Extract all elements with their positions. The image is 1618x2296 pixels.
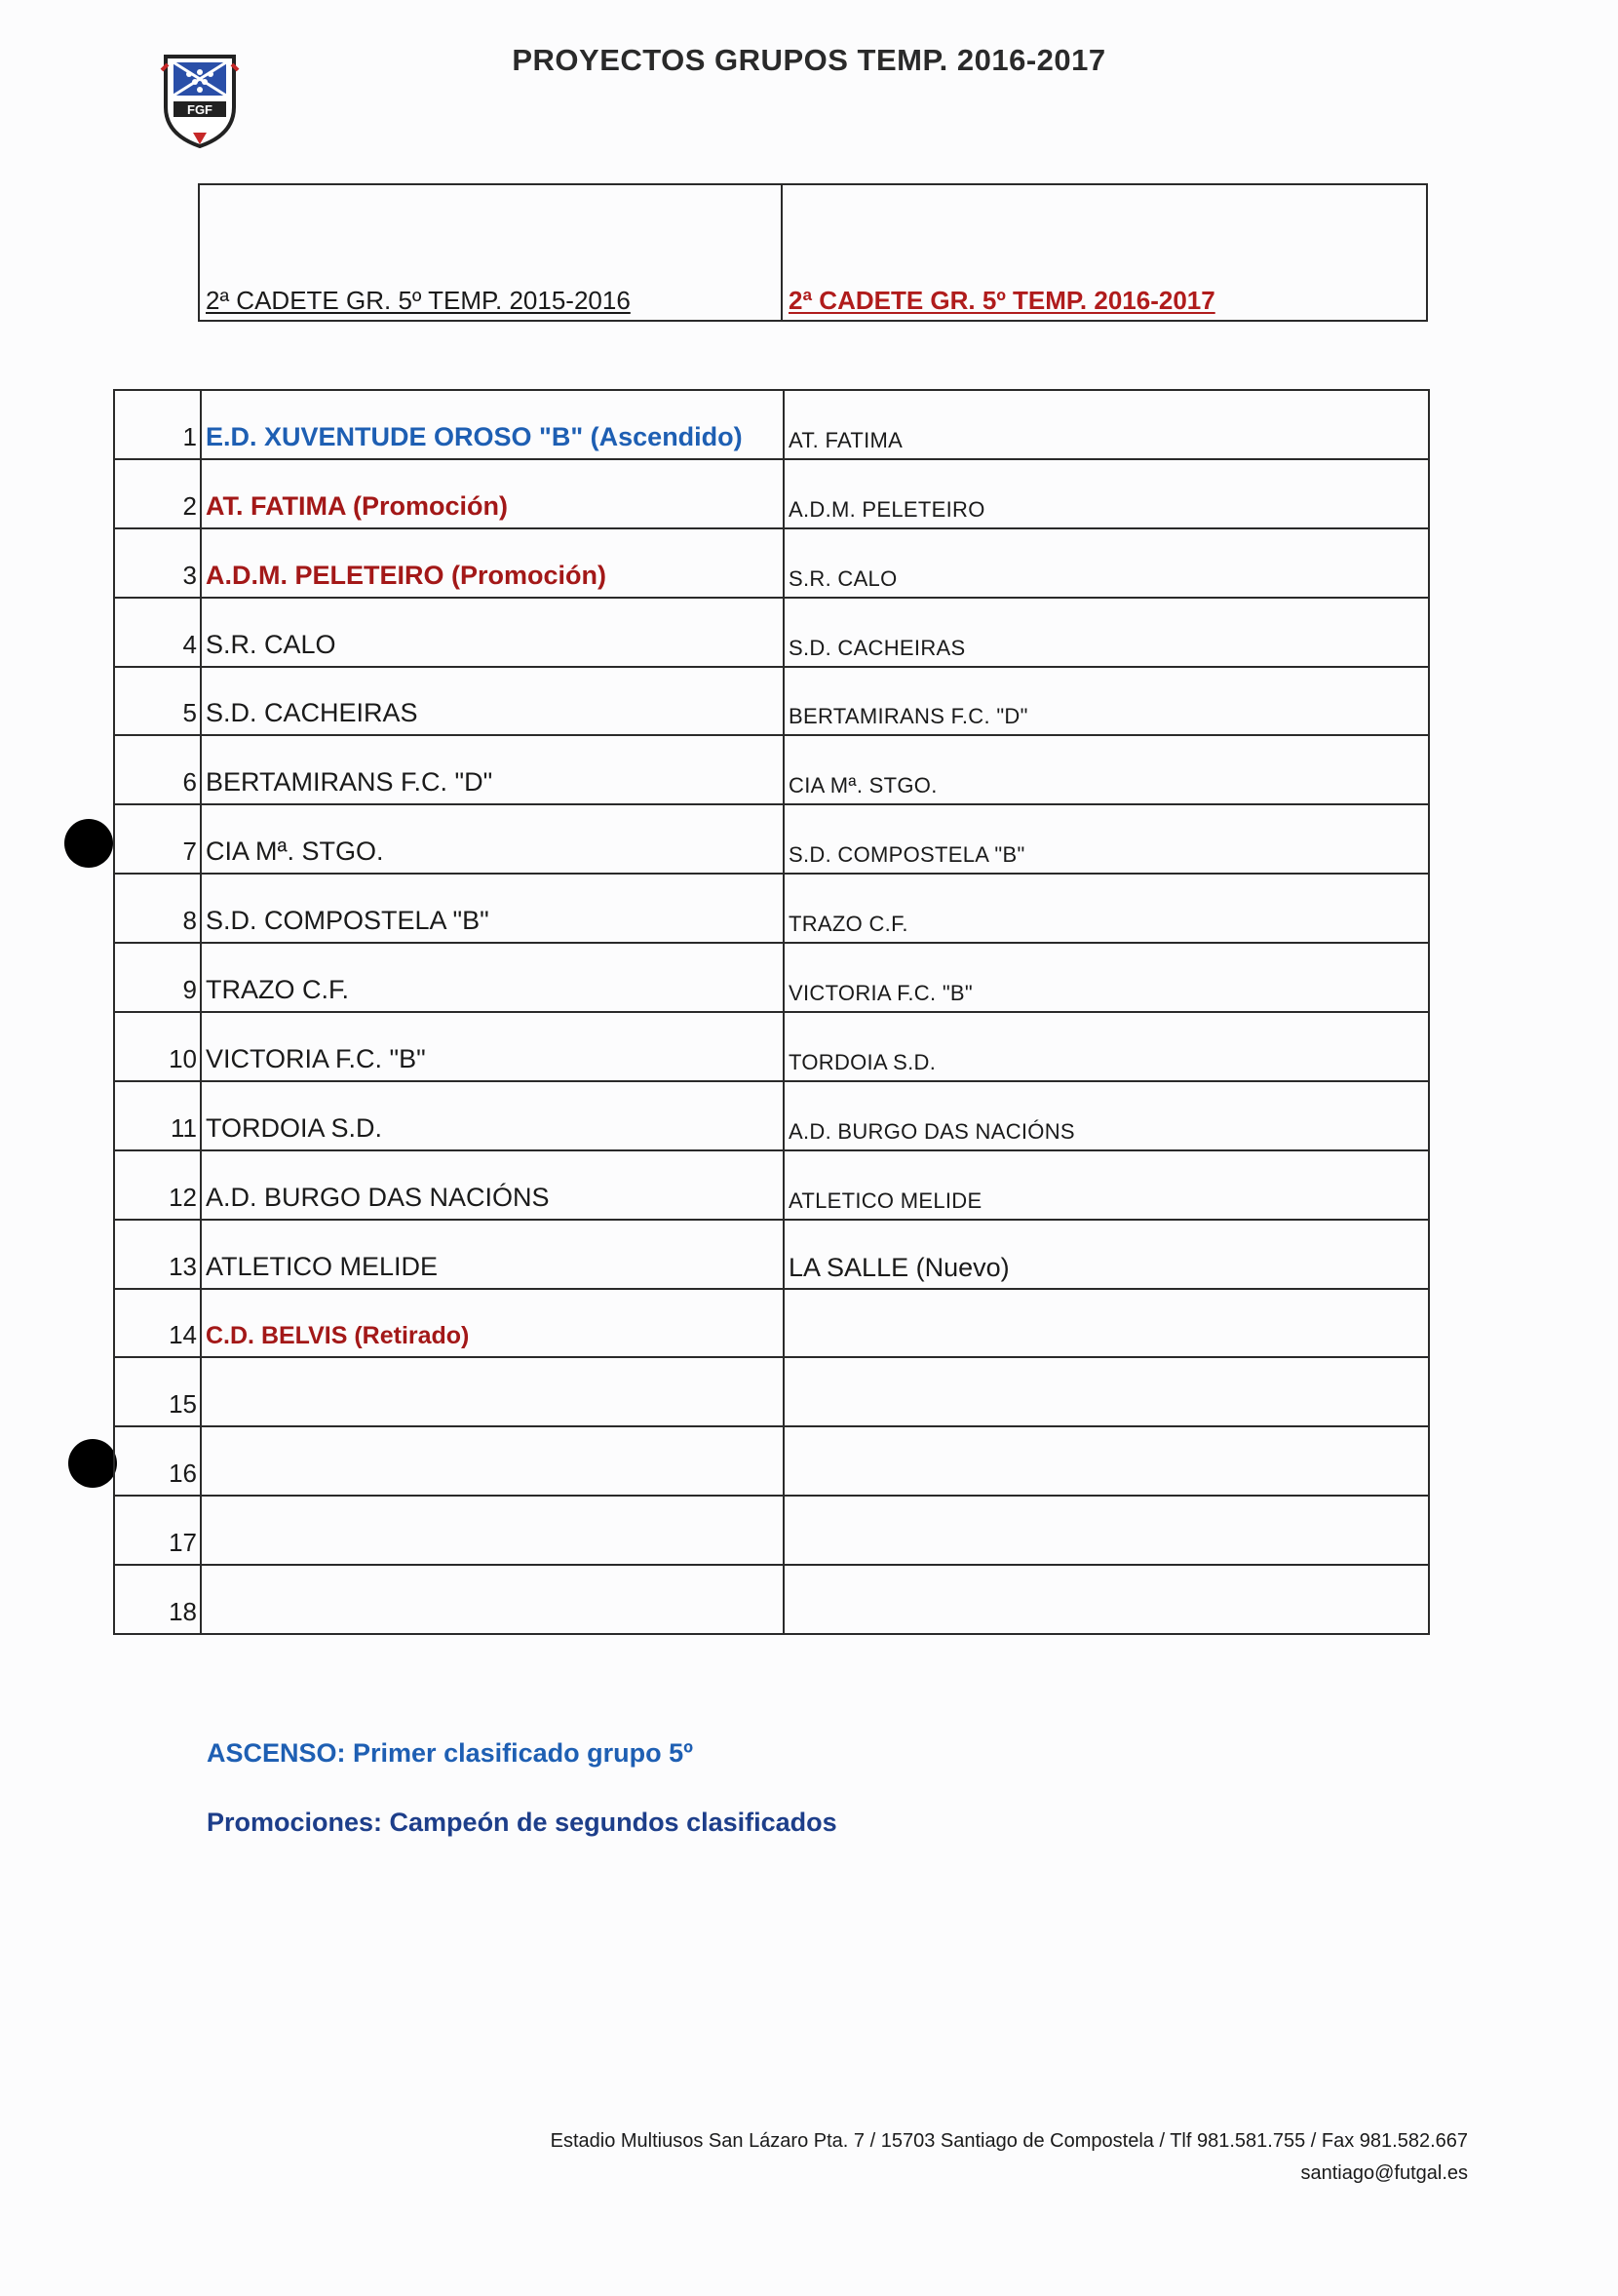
table-row <box>115 1013 1428 1082</box>
team-prev-season: A.D.M. PELETEIRO (Promoción) <box>202 529 785 597</box>
team-next-season <box>785 1566 1428 1633</box>
row-number: 14 <box>115 1290 202 1357</box>
team-prev-season: BERTAMIRANS F.C. "D" <box>202 736 785 803</box>
logo-text: FGF <box>187 102 212 117</box>
team-prev-season: AT. FATIMA (Promoción) <box>202 460 785 527</box>
table-row <box>115 1566 1428 1633</box>
season-next-label: 2ª CADETE GR. 5º TEMP. 2016-2017 <box>789 286 1215 315</box>
table-row <box>115 391 1428 460</box>
row-number: 11 <box>115 1082 202 1149</box>
team-next-season: A.D. BURGO DAS NACIÓNS <box>789 1118 1075 1144</box>
team-prev-season: C.D. BELVIS (Retirado) <box>202 1290 785 1357</box>
team-prev-season: S.D. COMPOSTELA "B" <box>202 875 785 942</box>
table-row <box>115 1221 1428 1290</box>
table-row <box>115 1427 1428 1497</box>
footer-address: Estadio Multiusos San Lázaro Pta. 7 / 15703 Santiago de Compostela / Tlf 981.581.755 / Fax 981.582.667 <box>550 2130 1468 2152</box>
team-next-season: A.D.M. PELETEIRO <box>789 496 985 522</box>
team-prev-season: CIA Mª. STGO. <box>202 805 785 873</box>
row-number: 8 <box>115 875 202 942</box>
row-number: 7 <box>115 805 202 873</box>
team-prev-season <box>202 1358 785 1425</box>
table-row <box>115 599 1428 668</box>
table-row <box>115 1082 1428 1151</box>
team-next-season <box>785 1358 1428 1425</box>
team-prev-season: TORDOIA S.D. <box>202 1082 785 1149</box>
table-row <box>115 875 1428 944</box>
table-row <box>115 944 1428 1013</box>
row-number: 17 <box>115 1497 202 1564</box>
table-row <box>115 460 1428 529</box>
fgf-logo <box>160 51 240 148</box>
row-number: 18 <box>115 1566 202 1633</box>
team-next-season: S.R. CALO <box>789 565 898 591</box>
team-next-season: VICTORIA F.C. "B" <box>789 981 974 1006</box>
teams-table <box>113 389 1430 1635</box>
team-prev-season: VICTORIA F.C. "B" <box>202 1013 785 1080</box>
row-number: 2 <box>115 460 202 527</box>
team-next-season: TORDOIA S.D. <box>789 1049 937 1074</box>
team-next-season <box>785 1427 1428 1495</box>
table-row <box>115 736 1428 805</box>
row-number: 3 <box>115 529 202 597</box>
team-next-season: S.D. CACHEIRAS <box>789 635 966 660</box>
season-header-table <box>198 183 1428 322</box>
row-number: 12 <box>115 1151 202 1219</box>
team-next-season: BERTAMIRANS F.C. "D" <box>789 704 1028 729</box>
team-next-season: S.D. COMPOSTELA "B" <box>789 842 1025 868</box>
punch-hole <box>68 1439 117 1488</box>
footer-email: santiago@futgal.es <box>1300 2162 1468 2184</box>
table-row <box>115 805 1428 875</box>
team-prev-season: TRAZO C.F. <box>202 944 785 1011</box>
team-prev-season: A.D. BURGO DAS NACIÓNS <box>202 1151 785 1219</box>
page-title: PROYECTOS GRUPOS TEMP. 2016-2017 <box>512 43 1106 77</box>
punch-hole <box>64 819 113 868</box>
row-number: 15 <box>115 1358 202 1425</box>
row-number: 5 <box>115 668 202 735</box>
team-next-season: LA SALLE (Nuevo) <box>789 1252 1010 1282</box>
team-prev-season: S.R. CALO <box>202 599 785 666</box>
table-row <box>115 1151 1428 1221</box>
row-number: 16 <box>115 1427 202 1495</box>
table-row <box>115 529 1428 599</box>
team-next-season: CIA Mª. STGO. <box>789 773 938 798</box>
row-number: 1 <box>115 391 202 458</box>
table-row <box>115 668 1428 737</box>
season-next-cell <box>783 185 1426 320</box>
row-number: 10 <box>115 1013 202 1080</box>
team-prev-season: ATLETICO MELIDE <box>202 1221 785 1288</box>
footer <box>551 2125 1468 2190</box>
team-next-season: AT. FATIMA <box>789 427 904 452</box>
row-number: 6 <box>115 736 202 803</box>
table-row <box>115 1358 1428 1427</box>
ascenso-note: ASCENSO: Primer clasificado grupo 5º <box>207 1738 693 1768</box>
table-row <box>115 1290 1428 1359</box>
row-number: 13 <box>115 1221 202 1288</box>
team-next-season: TRAZO C.F. <box>789 912 908 937</box>
team-next-season: ATLETICO MELIDE <box>789 1187 982 1213</box>
team-next-season <box>785 1497 1428 1564</box>
team-next-season <box>785 1290 1428 1357</box>
season-prev-cell <box>200 185 783 320</box>
season-prev-label: 2ª CADETE GR. 5º TEMP. 2015-2016 <box>206 286 631 315</box>
team-prev-season <box>202 1427 785 1495</box>
team-prev-season: S.D. CACHEIRAS <box>202 668 785 735</box>
promociones-note: Promociones: Campeón de segundos clasificados <box>207 1808 837 1837</box>
table-row <box>115 1497 1428 1566</box>
row-number: 9 <box>115 944 202 1011</box>
team-prev-season: E.D. XUVENTUDE OROSO "B" (Ascendido) <box>202 391 785 458</box>
team-prev-season <box>202 1497 785 1564</box>
row-number: 4 <box>115 599 202 666</box>
team-prev-season <box>202 1566 785 1633</box>
